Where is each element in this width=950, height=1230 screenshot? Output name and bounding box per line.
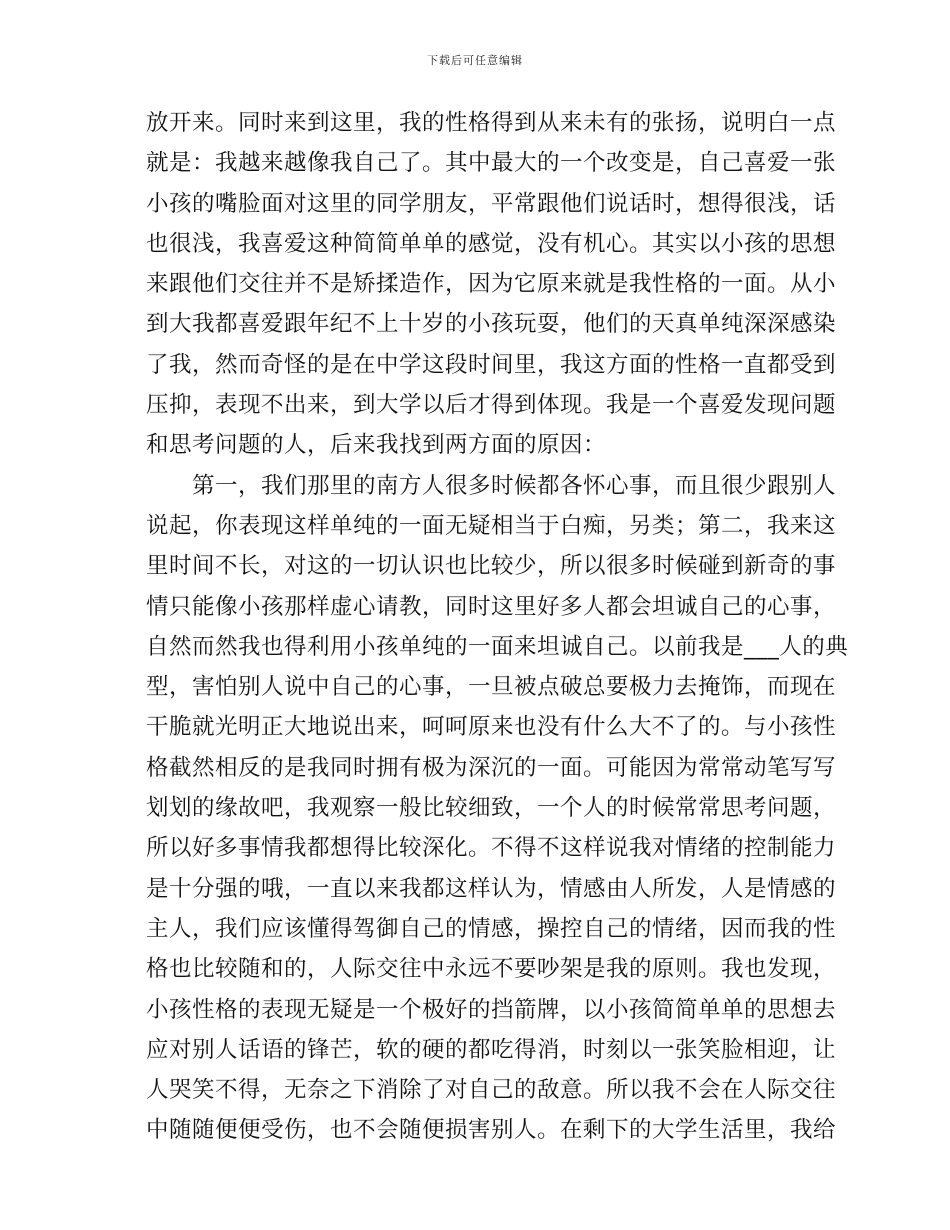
text-line: 格截然相反的是我同时拥有极为深沉的一面。可能因为常常动笔写写: [146, 754, 837, 781]
text-line: 也很浅，我喜爱这种简简单单的感觉，没有机心。其实以小孩的思想: [146, 230, 837, 257]
text-line: 了我，然而奇怪的是在中学这段时间里，我这方面的性格一直都受到: [146, 351, 837, 378]
text-line: 和思考问题的人，后来我找到两方面的原因：: [146, 432, 607, 459]
text-line: 人哭笑不得，无奈之下消除了对自己的敌意。所以我不会在人际交往: [146, 1077, 837, 1104]
text-line: 干脆就光明正大地说出来，呵呵原来也没有什么大不了的。与小孩性: [146, 714, 837, 741]
text-line: 情只能像小孩那样虚心请教，同时这里好多人都会坦诚自己的心事，: [146, 593, 837, 620]
text-line: 主人，我们应该懂得驾御自己的情感，操控自己的情绪，因而我的性: [146, 915, 837, 942]
text-line: 小孩的嘴脸面对这里的同学朋友，平常跟他们说话时，想得很浅，话: [146, 190, 837, 217]
text-line: 说起，你表现这样单纯的一面无疑相当于白痴，另类；第二，我来这: [146, 512, 837, 539]
text-line: 自然而然我也得利用小孩单纯的一面来坦诚自己。以前我是___人的典: [146, 633, 849, 660]
document-body: [146, 103, 849, 1151]
text-line: 放开来。同时来到这里，我的性格得到从来未有的张扬，说明白一点: [146, 110, 837, 136]
text-line: 就是：我越来越像我自己了。其中最大的一个改变是，自己喜爱一张: [146, 150, 837, 177]
text-line: 是十分强的哦，一直以来我都这样认为，情感由人所发，人是情感的: [146, 875, 837, 902]
text-line: 来跟他们交往并不是矫揉造作，因为它原来就是我性格的一面。从小: [146, 271, 837, 298]
text-line: 里时间不长，对这的一切认识也比较少，所以很多时候碰到新奇的事: [146, 553, 837, 580]
text-line: 格也比较随和的，人际交往中永远不要吵架是我的原则。我也发现，: [146, 956, 837, 983]
text-line: 划划的缘故吧，我观察一般比较细致，一个人的时候常常思考问题，: [146, 795, 837, 822]
text-line: 压抑，表现不出来，到大学以后才得到体现。我是一个喜爱发现问题: [146, 392, 837, 419]
text-line: 中随随便便受伤，也不会随便损害别人。在剩下的大学生活里，我给: [146, 1117, 837, 1144]
text-line: 应对别人话语的锋芒，软的硬的都吃得消，时刻以一张笑脸相迎，让: [146, 1036, 837, 1063]
text-line: 所以好多事情我都想得比较深化。不得不这样说我对情绪的控制能力: [146, 835, 837, 862]
text-line: 小孩性格的表现无疑是一个极好的挡箭牌，以小孩简简单单的思想去: [146, 996, 837, 1023]
page-header: 下载后可任意编辑: [427, 54, 523, 67]
text-line: 第一，我们那里的南方人很多时候都各怀心事，而且很少跟别人: [146, 472, 837, 499]
text-line: 型，害怕别人说中自己的心事，一旦被点破总要极力去掩饰，而现在: [146, 674, 837, 701]
text-line: 到大我都喜爱跟年纪不上十岁的小孩玩耍，他们的天真单纯深深感染: [146, 311, 837, 338]
